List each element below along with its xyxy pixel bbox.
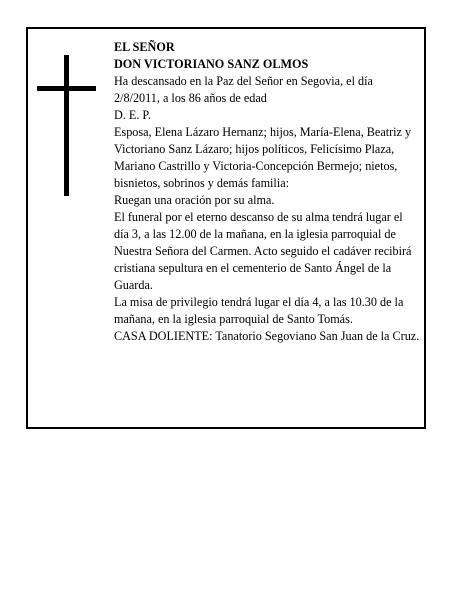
- notice-title: EL SEÑOR: [114, 40, 175, 54]
- cross-horizontal-bar: [37, 86, 96, 91]
- cross-vertical-bar: [64, 55, 69, 196]
- funeral-details: El funeral por el eterno descanso de su alma tendrá lugar el día 3, a las 12.00 de la mañana, en la iglesia parroquial de Nuestra Señora del Carmen. Acto seguido el cadáver recibirá cristiana sepultura en el cementerio de Santo Ángel de la Guarda.: [114, 210, 412, 292]
- deceased-name: DON VICTORIANO SANZ OLMOS: [114, 57, 309, 71]
- prayer-request: Ruegan una oración por su alma.: [114, 193, 275, 207]
- family-list: Esposa, Elena Lázaro Hernanz; hijos, María-Elena, Beatriz y Victoriano Sanz Lázaro; hijos políticos, Felicísimo Plaza, Mariano Castrillo y Victoria-Concepción Bermejo; nietos, bisnietos, sobrinos y demás familia:: [114, 125, 412, 190]
- rip: D. E. P.: [114, 108, 151, 122]
- obituary-text: [114, 39, 420, 345]
- mourning-house: CASA DOLIENTE: Tanatorio Segoviano San Juan de la Cruz.: [114, 329, 420, 343]
- death-announcement: Ha descansado en la Paz del Señor en Segovia, el día 2/8/2011, a los 86 años de edad: [114, 74, 373, 105]
- mass-details: La misa de privilegio tendrá lugar el día 4, a las 10.30 de la mañana, en la iglesia parroquial de Santo Tomás.: [114, 295, 404, 326]
